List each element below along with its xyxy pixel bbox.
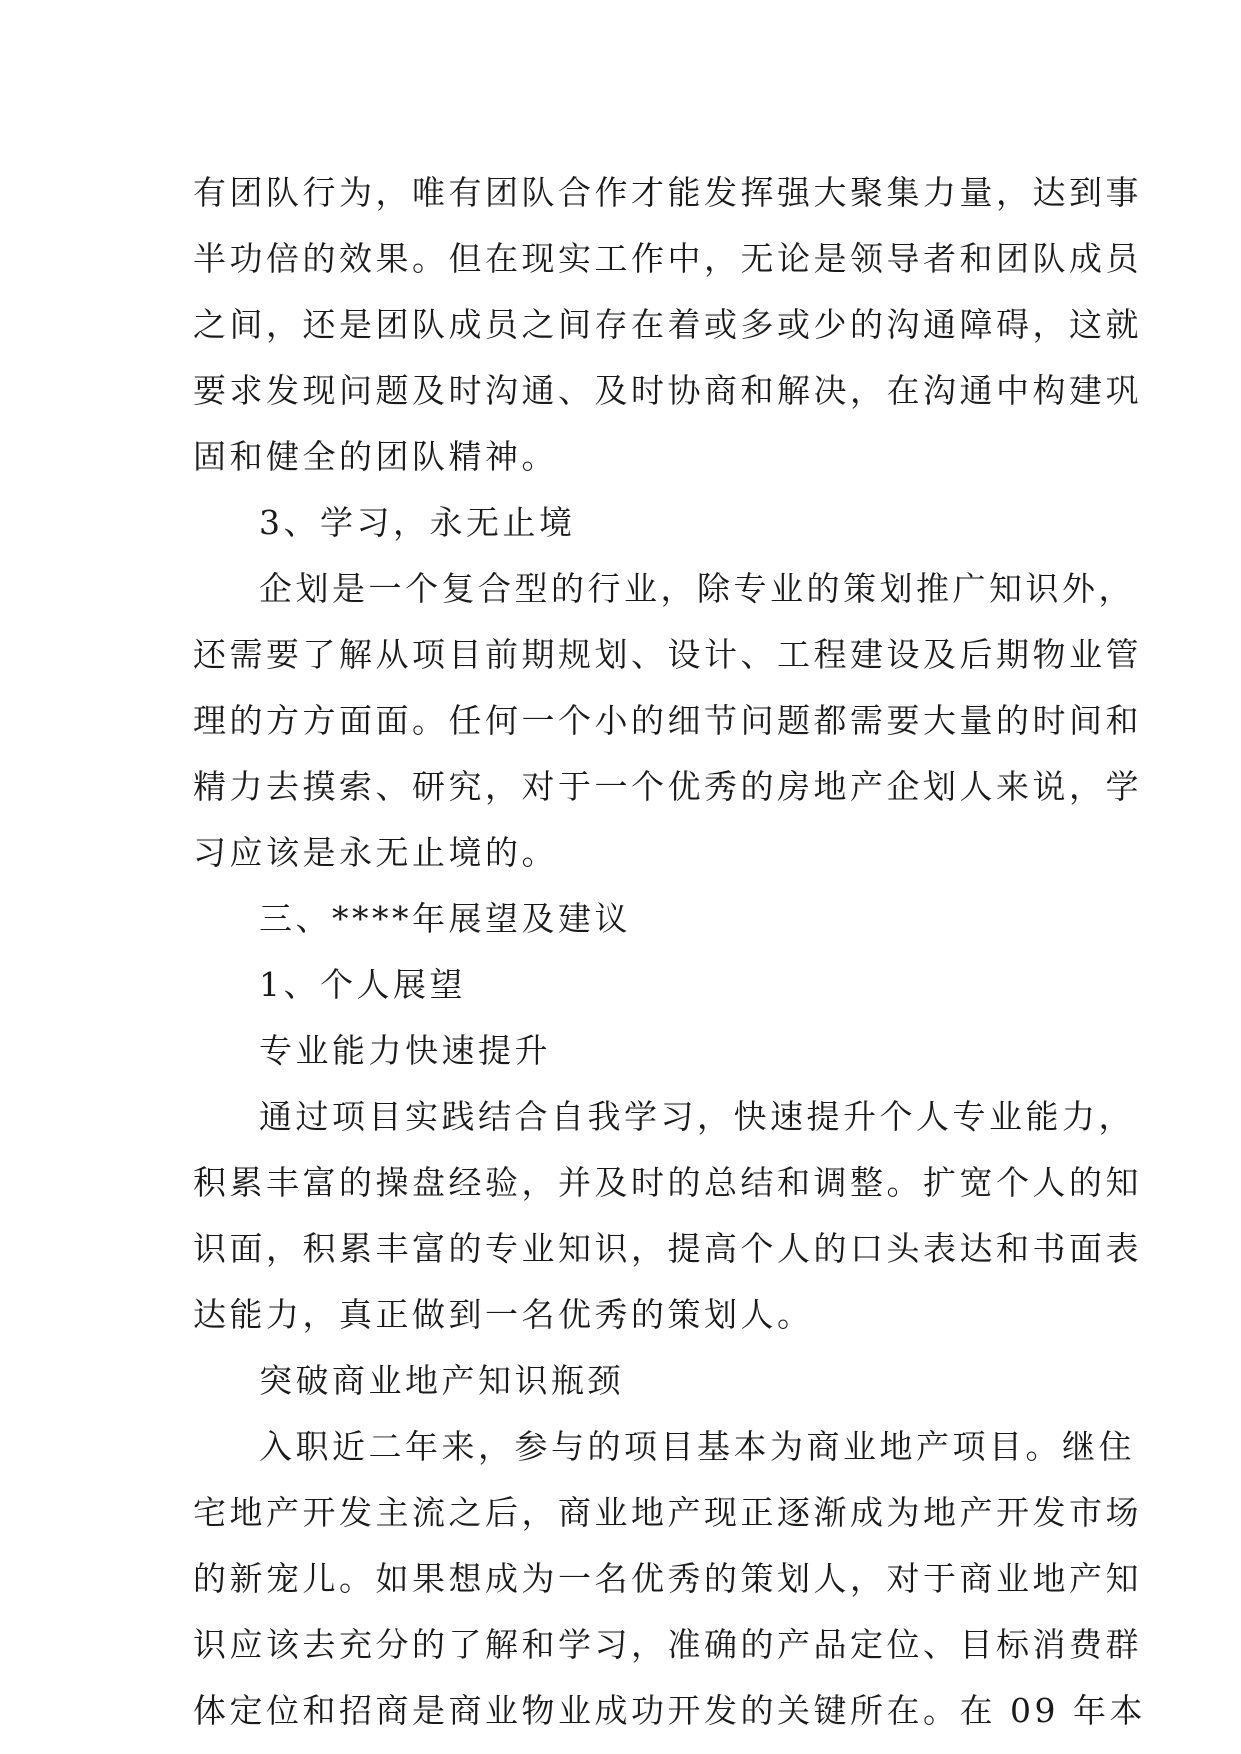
text-line: 入职近二年来，参与的项目基本为商业地产项目。继住	[259, 1427, 1135, 1466]
text-line: 三、****年展望及建议	[259, 899, 631, 938]
text-line: 达能力，真正做到一名优秀的策划人。	[193, 1295, 814, 1334]
document-body	[193, 160, 1146, 1744]
text-line: 要求发现问题及时沟通、及时协商和解决，在沟通中构建巩	[193, 371, 1142, 410]
text-line: 习应该是永无止境的。	[193, 833, 558, 872]
text-line: 积累丰富的操盘经验，并及时的总结和调整。扩宽个人的知	[193, 1163, 1142, 1202]
text-line: 理的方方面面。任何一个小的细节问题都需要大量的时间和	[193, 701, 1142, 740]
text-line: 企划是一个复合型的行业，除专业的策划推广知识外，	[259, 569, 1135, 608]
text-line: 半功倍的效果。但在现实工作中，无论是领导者和团队成员	[193, 239, 1142, 278]
text-line: 通过项目实践结合自我学习，快速提升个人专业能力，	[259, 1097, 1135, 1136]
text-line: 识面，积累丰富的专业知识，提高个人的口头表达和书面表	[193, 1229, 1142, 1268]
text-line: 3、学习，永无止境	[259, 503, 576, 542]
text-line: 识应该去充分的了解和学习，准确的产品定位、目标消费群	[193, 1625, 1142, 1664]
text-line: 之间，还是团队成员之间存在着或多或少的沟通障碍，这就	[193, 305, 1142, 344]
text-line: 宅地产开发主流之后，商业地产现正逐渐成为地产开发市场	[193, 1493, 1142, 1532]
text-line: 突破商业地产知识瓶颈	[259, 1361, 624, 1400]
text-line: 1、个人展望	[259, 965, 466, 1004]
text-line: 固和健全的团队精神。	[193, 437, 558, 476]
text-line: 有团队行为，唯有团队合作才能发挥强大聚集力量，达到事	[193, 173, 1142, 212]
text-line: 的新宠儿。如果想成为一名优秀的策划人，对于商业地产知	[193, 1559, 1142, 1598]
text-line: 精力去摸索、研究，对于一个优秀的房地产企划人来说，学	[193, 767, 1142, 806]
text-line: 专业能力快速提升	[259, 1031, 551, 1070]
text-line: 还需要了解从项目前期规划、设计、工程建设及后期物业管	[193, 635, 1142, 674]
text-line: 体定位和招商是商业物业成功开发的关键所在。在 09 年本	[193, 1691, 1146, 1730]
